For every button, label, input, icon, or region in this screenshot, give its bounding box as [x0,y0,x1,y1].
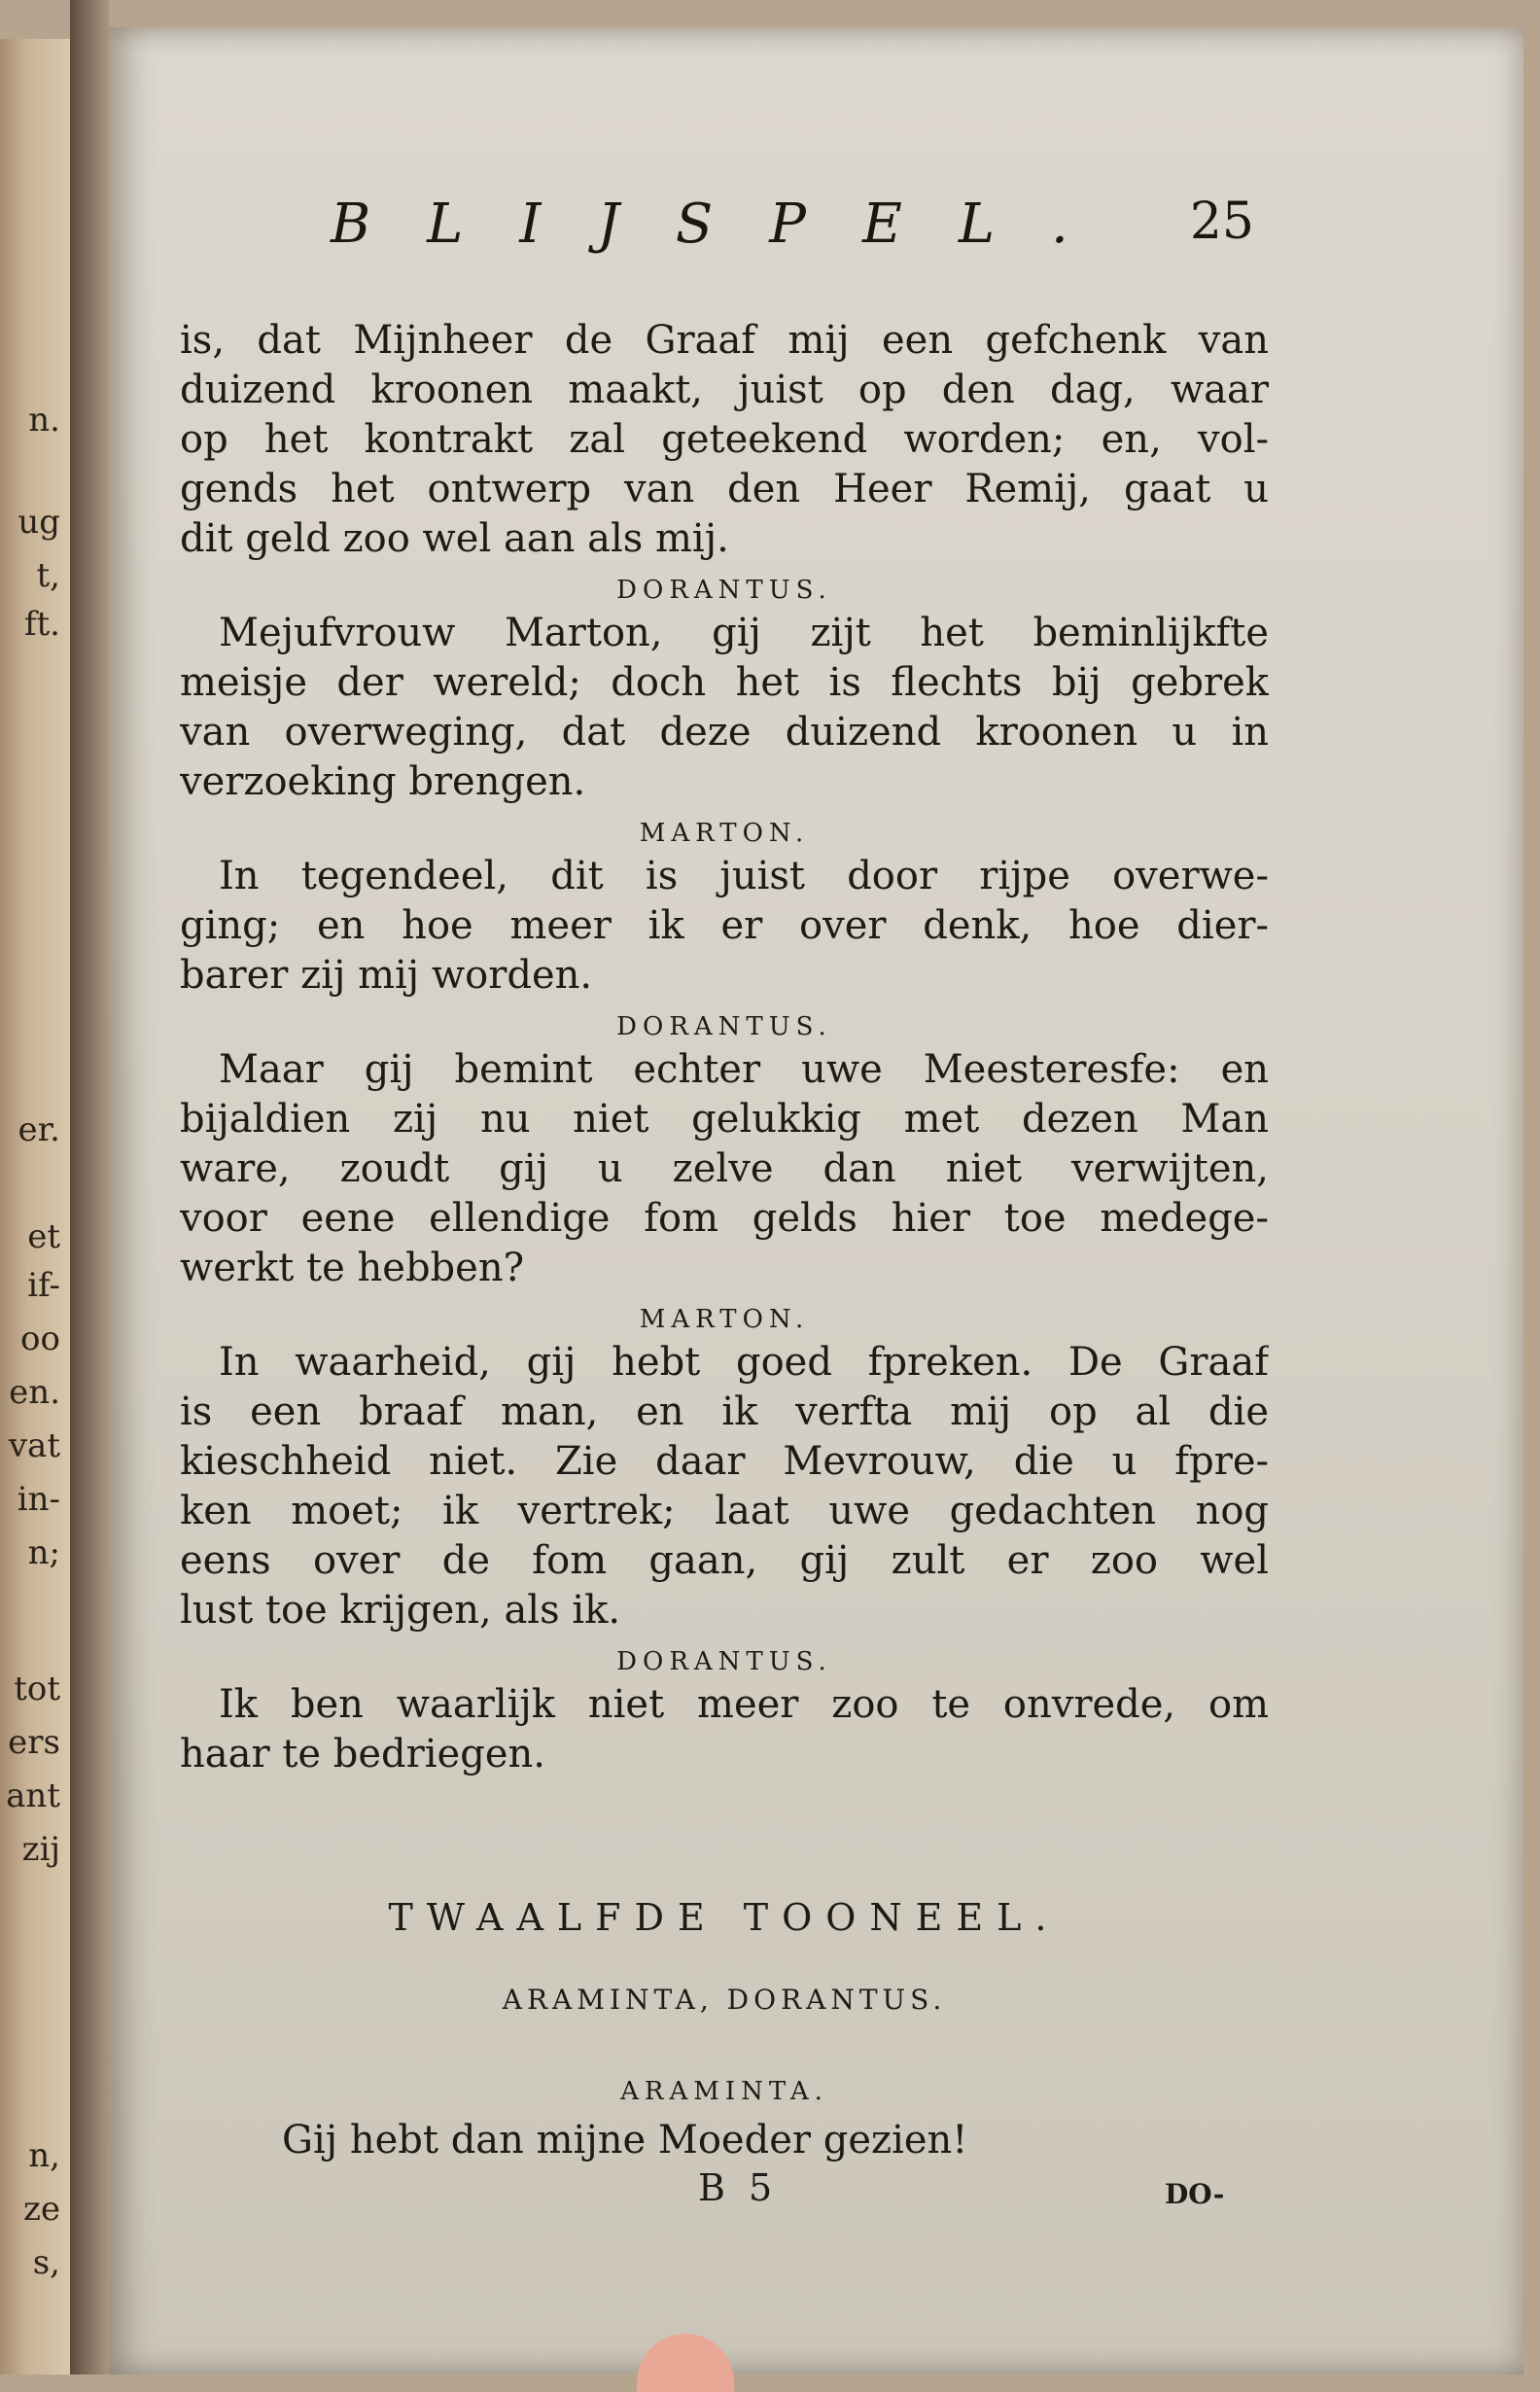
left-page-fragment: ug [18,503,60,542]
left-page-fragment: zij [21,1830,60,1869]
speaker-name: MARTON. [639,1305,810,1334]
speech-line: duizend kroonen maakt, juist op den dag, waar [180,368,1269,412]
left-page-fragment: in- [17,1480,60,1519]
speaker-name: DORANTUS. [616,1647,832,1676]
speech-line: voor eene ellendige fom gelds hier toe medege- [180,1196,1269,1241]
speech-line: op het kontrakt zal geteekend worden; en, vol- [180,417,1269,462]
speech-line: Gij hebt dan mijne Moeder gezien! [282,2118,968,2163]
speech-line: is een braaf man, en ik verfta mij op al die [180,1389,1269,1434]
speech-line: In waarheid, gij hebt goed fpreken. De Graaf [219,1340,1269,1385]
speech-line: Mejufvrouw Marton, gij zijt het beminlijkfte [219,611,1269,655]
left-page-fragment: ft. [23,605,60,644]
speech-line: ging; en hoe meer ik er over denk, hoe dier- [180,903,1269,948]
left-page-fragment: s, [32,2243,60,2282]
speech-line: kieschheid niet. Zie daar Mevrouw, die u fpre- [180,1439,1269,1484]
speech-line: ware, zoudt gij u zelve dan niet verwijten, [180,1146,1269,1191]
left-page-fragment: oo [20,1319,60,1358]
catchword: DO- [1165,2178,1225,2210]
running-head: BLIJSPEL. [331,193,1125,256]
speech-line: lust toe krijgen, als ik. [180,1588,621,1633]
speech-line: is, dat Mijnheer de Graaf mij een gefchenk van [180,318,1269,363]
left-page-fragment: if- [27,1266,60,1305]
signature-mark: B 5 [698,2166,779,2209]
speech-line: eens over de fom gaan, gij zult er zoo wel [180,1538,1269,1583]
book-gutter [70,0,109,2374]
left-page-fragment: n; [27,1533,60,1572]
page-number: 25 [1189,193,1254,251]
left-page-fragment: ant [6,1776,60,1815]
speaker-name: ARAMINTA. [620,2077,828,2106]
speech-line: meisje der wereld; doch het is flechts bij gebrek [180,660,1269,705]
speech-line: gends het ontwerp van den Heer Remij, gaat u [180,467,1269,511]
left-page-fragment: en. [9,1373,60,1412]
speech-line: verzoeking brengen. [180,759,586,804]
left-page-fragment: t, [36,556,60,595]
scene-cast: ARAMINTA, DORANTUS. [502,1984,947,2016]
page-header [233,193,1254,261]
speaker-name: DORANTUS. [616,1012,832,1041]
left-page-fragment: n. [28,401,60,440]
speech-line: haar te bedriegen. [180,1732,545,1776]
left-page-edge [0,39,76,2374]
speech-line: ken moet; ik vertrek; laat uwe gedachten nog [180,1489,1269,1533]
speech-line: barer zij mij worden. [180,953,593,998]
left-page-fragment: et [27,1217,60,1256]
left-page-fragment: vat [8,1426,60,1465]
speech-line: bijaldien zij nu niet gelukkig met dezen Man [180,1097,1269,1142]
left-page-fragment: er. [18,1110,60,1149]
speech-line: Ik ben waarlijk niet meer zoo te onvrede, om [219,1682,1269,1727]
speech-line: dit geld zoo wel aan als mij. [180,516,729,561]
left-page-fragment: n, [28,2136,60,2175]
left-page-fragment: ers [8,1723,60,1762]
speaker-name: DORANTUS. [616,576,832,605]
left-page-fragment: tot [14,1670,60,1708]
text-column [180,316,1269,1779]
speaker-name: MARTON. [639,819,810,848]
left-page-fragment: ze [22,2190,60,2229]
speech-line: werkt te hebben? [180,1246,525,1290]
scene-title: TWAALFDE TOONEEL. [388,1896,1061,1939]
speech-line: Maar gij bemint echter uwe Meesteresfe: en [219,1047,1269,1092]
speech-line: van overweging, dat deze duizend kroonen u in [180,710,1269,755]
speech-line: In tegendeel, dit is juist door rijpe overwe- [219,854,1269,898]
